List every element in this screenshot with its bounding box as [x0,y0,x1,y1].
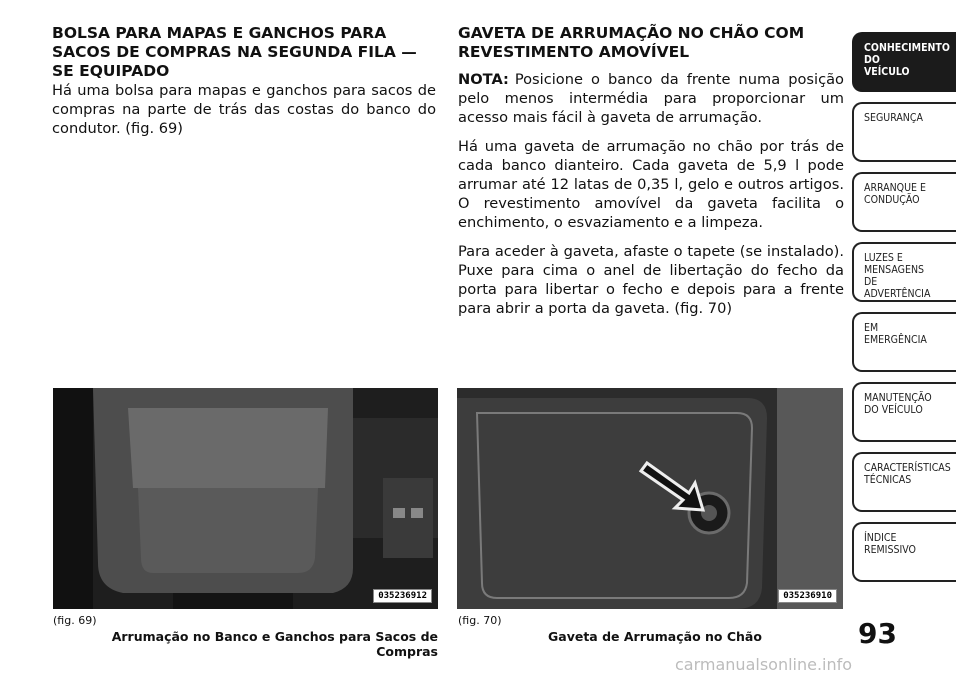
sidebar-tab-caracteristicas[interactable] [852,452,956,512]
figure-70-caption: Gaveta de Arrumação no Chão [548,629,762,644]
sidebar-tab-label: ARRANQUE E CONDUÇÃO [864,182,926,206]
note-text: Posicione o banco da frente numa posição pelo menos intermédia para proporcionar um acesso mais fácil à gaveta de arrumação. [458,71,844,126]
sidebar-tab-label: EM EMERGÊNCIA [864,322,927,346]
sidebar-tab-indice[interactable] [852,522,956,582]
left-column [52,24,436,138]
figure-69-photo [53,388,438,609]
figure-69-code: 035236912 [373,589,432,603]
figure-69-caption: Arrumação no Banco e Ganchos para Sacos de Compras [111,629,438,659]
map-pocket-description: Há uma bolsa para mapas e ganchos para sacos de compras na parte de trás das costas do banco do condutor. (fig. 69) [52,82,436,137]
sidebar-tab-label: LUZES E MENSAGENS DE ADVERTÊNCIA [864,252,931,300]
figure-70-label: (fig. 70) [458,614,502,627]
sidebar-tab-conhecimento[interactable] [852,32,956,92]
figure-70-code: 035236910 [778,589,837,603]
section-heading-floor-bin: GAVETA DE ARRUMAÇÃO NO CHÃO COM REVESTIMENTO AMOVÍVEL [458,24,805,61]
sidebar-tab-manutencao[interactable] [852,382,956,442]
watermark: carmanualsonline.info [675,655,853,674]
note-label: NOTA: [458,71,509,88]
floor-bin-access-instructions: Para aceder à gaveta, afaste o tapete (se instalado). Puxe para cima o anel de libertação do fecho da porta para libertar o fecho e depois para a frente para abrir a porta da gaveta. (fig. 70) [458,243,844,317]
seat-back-illustration [53,388,438,609]
sidebar-tab-label: CARACTERÍSTICAS TÉCNICAS [864,462,951,486]
page-number: 93 [858,617,897,650]
figure-69-label: (fig. 69) [53,614,97,627]
sidebar-tab-label: CONHECIMENTO DO VEÍCULO [864,42,950,78]
section-heading-map-pocket: BOLSA PARA MAPAS E GANCHOS PARA SACOS DE COMPRAS NA SEGUNDA FILA — SE EQUIPADO [52,24,417,80]
right-column [458,24,844,318]
floor-bin-illustration [457,388,843,609]
figure-70-photo [457,388,843,609]
sidebar-tab-emergencia[interactable] [852,312,956,372]
floor-bin-description: Há uma gaveta de arrumação no chão por trás de cada banco dianteiro. Cada gaveta de 5,9 l pode arrumar até 12 latas de 0,35 l, gelo e outros artigos. O revestimento amovível da gaveta facilita o enchimento, o esvaziamento e a limpeza. [458,138,844,231]
sidebar-tab-arranque[interactable] [852,172,956,232]
chapter-sidebar [852,32,956,592]
note-paragraph [458,70,844,127]
sidebar-tab-luzes[interactable] [852,242,956,302]
sidebar-tab-label: ÍNDICE REMISSIVO [864,532,916,556]
sidebar-tab-label: SEGURANÇA [864,112,923,124]
sidebar-tab-label: MANUTENÇÃO DO VEÍCULO [864,392,932,416]
sidebar-tab-seguranca[interactable] [852,102,956,162]
